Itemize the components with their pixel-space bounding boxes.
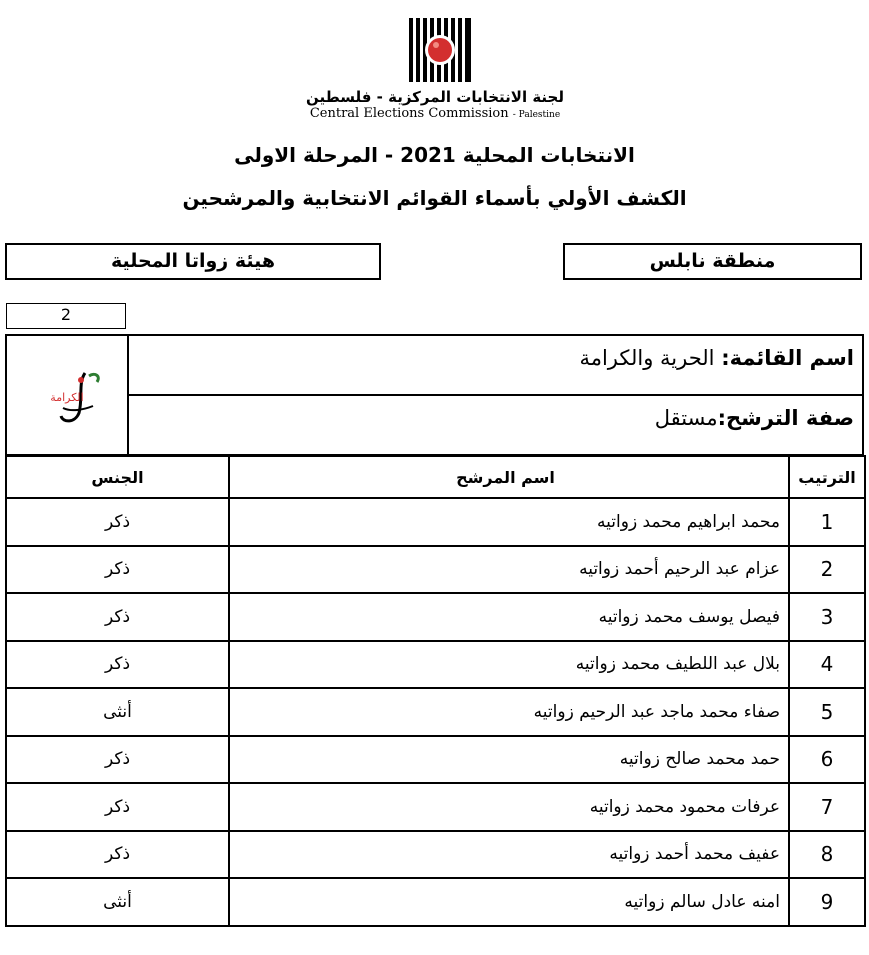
candidate-name-cell: صفاء محمد ماجد عبد الرحيم زواتيه [229,688,789,736]
table-row [6,641,865,689]
rank-cell: 9 [789,878,865,926]
nomination-value: مستقل [654,406,718,430]
rank-cell: 7 [789,783,865,831]
rank-cell: 8 [789,831,865,879]
list-name-value: الحرية والكرامة [579,346,715,370]
nomination-type [655,406,854,430]
gender-cell: ذكر [6,831,229,879]
gender-cell: ذكر [6,736,229,784]
list-name [579,346,854,370]
candidate-name-cell: محمد ابراهيم محمد زواتيه [229,498,789,546]
candidates-table [5,455,866,927]
list-logo-icon [23,368,113,428]
election-title: الانتخابات المحلية 2021 - المرحلة الاولى [234,143,635,167]
gender-cell: ذكر [6,593,229,641]
header-rank: الترتيب [789,456,865,498]
table-row [6,593,865,641]
candidate-name-cell: عرفات محمود محمد زواتيه [229,783,789,831]
org-name-english: Central Elections Commission - Palestine [309,106,561,121]
local-authority-box: هيئة زواتا المحلية [5,243,381,280]
candidate-name-cell: امنه عادل سالم زواتيه [229,878,789,926]
candidate-name-cell: بلال عبد اللطيف محمد زواتيه [229,641,789,689]
table-row [6,878,865,926]
header-gender: الجنس [6,456,229,498]
table-row [6,546,865,594]
gender-cell: ذكر [6,641,229,689]
nomination-label: صفة الترشح: [717,406,854,430]
candidate-name-cell: فيصل يوسف محمد زواتيه [229,593,789,641]
cec-logo [409,18,471,82]
gender-cell: أنثى [6,688,229,736]
list-info-box [5,334,864,456]
gender-cell: أنثى [6,878,229,926]
table-row [6,783,865,831]
table-header-row [6,456,865,498]
table-row [6,736,865,784]
divider [127,394,862,396]
candidate-name-cell: عزام عبد الرحيم أحمد زواتيه [229,546,789,594]
rank-cell: 1 [789,498,865,546]
table-row [6,688,865,736]
rank-cell: 5 [789,688,865,736]
list-logo-text: الكرامة [50,391,84,404]
rank-cell: 3 [789,593,865,641]
document-title: الكشف الأولي بأسماء القوائم الانتخابية والمرشحين [182,186,687,210]
header-candidate-name: اسم المرشح [229,456,789,498]
table-row [6,831,865,879]
gender-cell: ذكر [6,498,229,546]
table-row [6,498,865,546]
org-name-arabic: لجنة الانتخابات المركزية - فلسطين [305,88,564,106]
candidate-name-cell: حمد محمد صالح زواتيه [229,736,789,784]
rank-cell: 4 [789,641,865,689]
region-box: منطقة نابلس [563,243,862,280]
candidate-name-cell: عفيف محمد أحمد زواتيه [229,831,789,879]
list-name-label: اسم القائمة: [721,346,854,370]
rank-cell: 2 [789,546,865,594]
list-number-box: 2 [6,303,126,329]
gender-cell: ذكر [6,546,229,594]
gender-cell: ذكر [6,783,229,831]
rank-cell: 6 [789,736,865,784]
